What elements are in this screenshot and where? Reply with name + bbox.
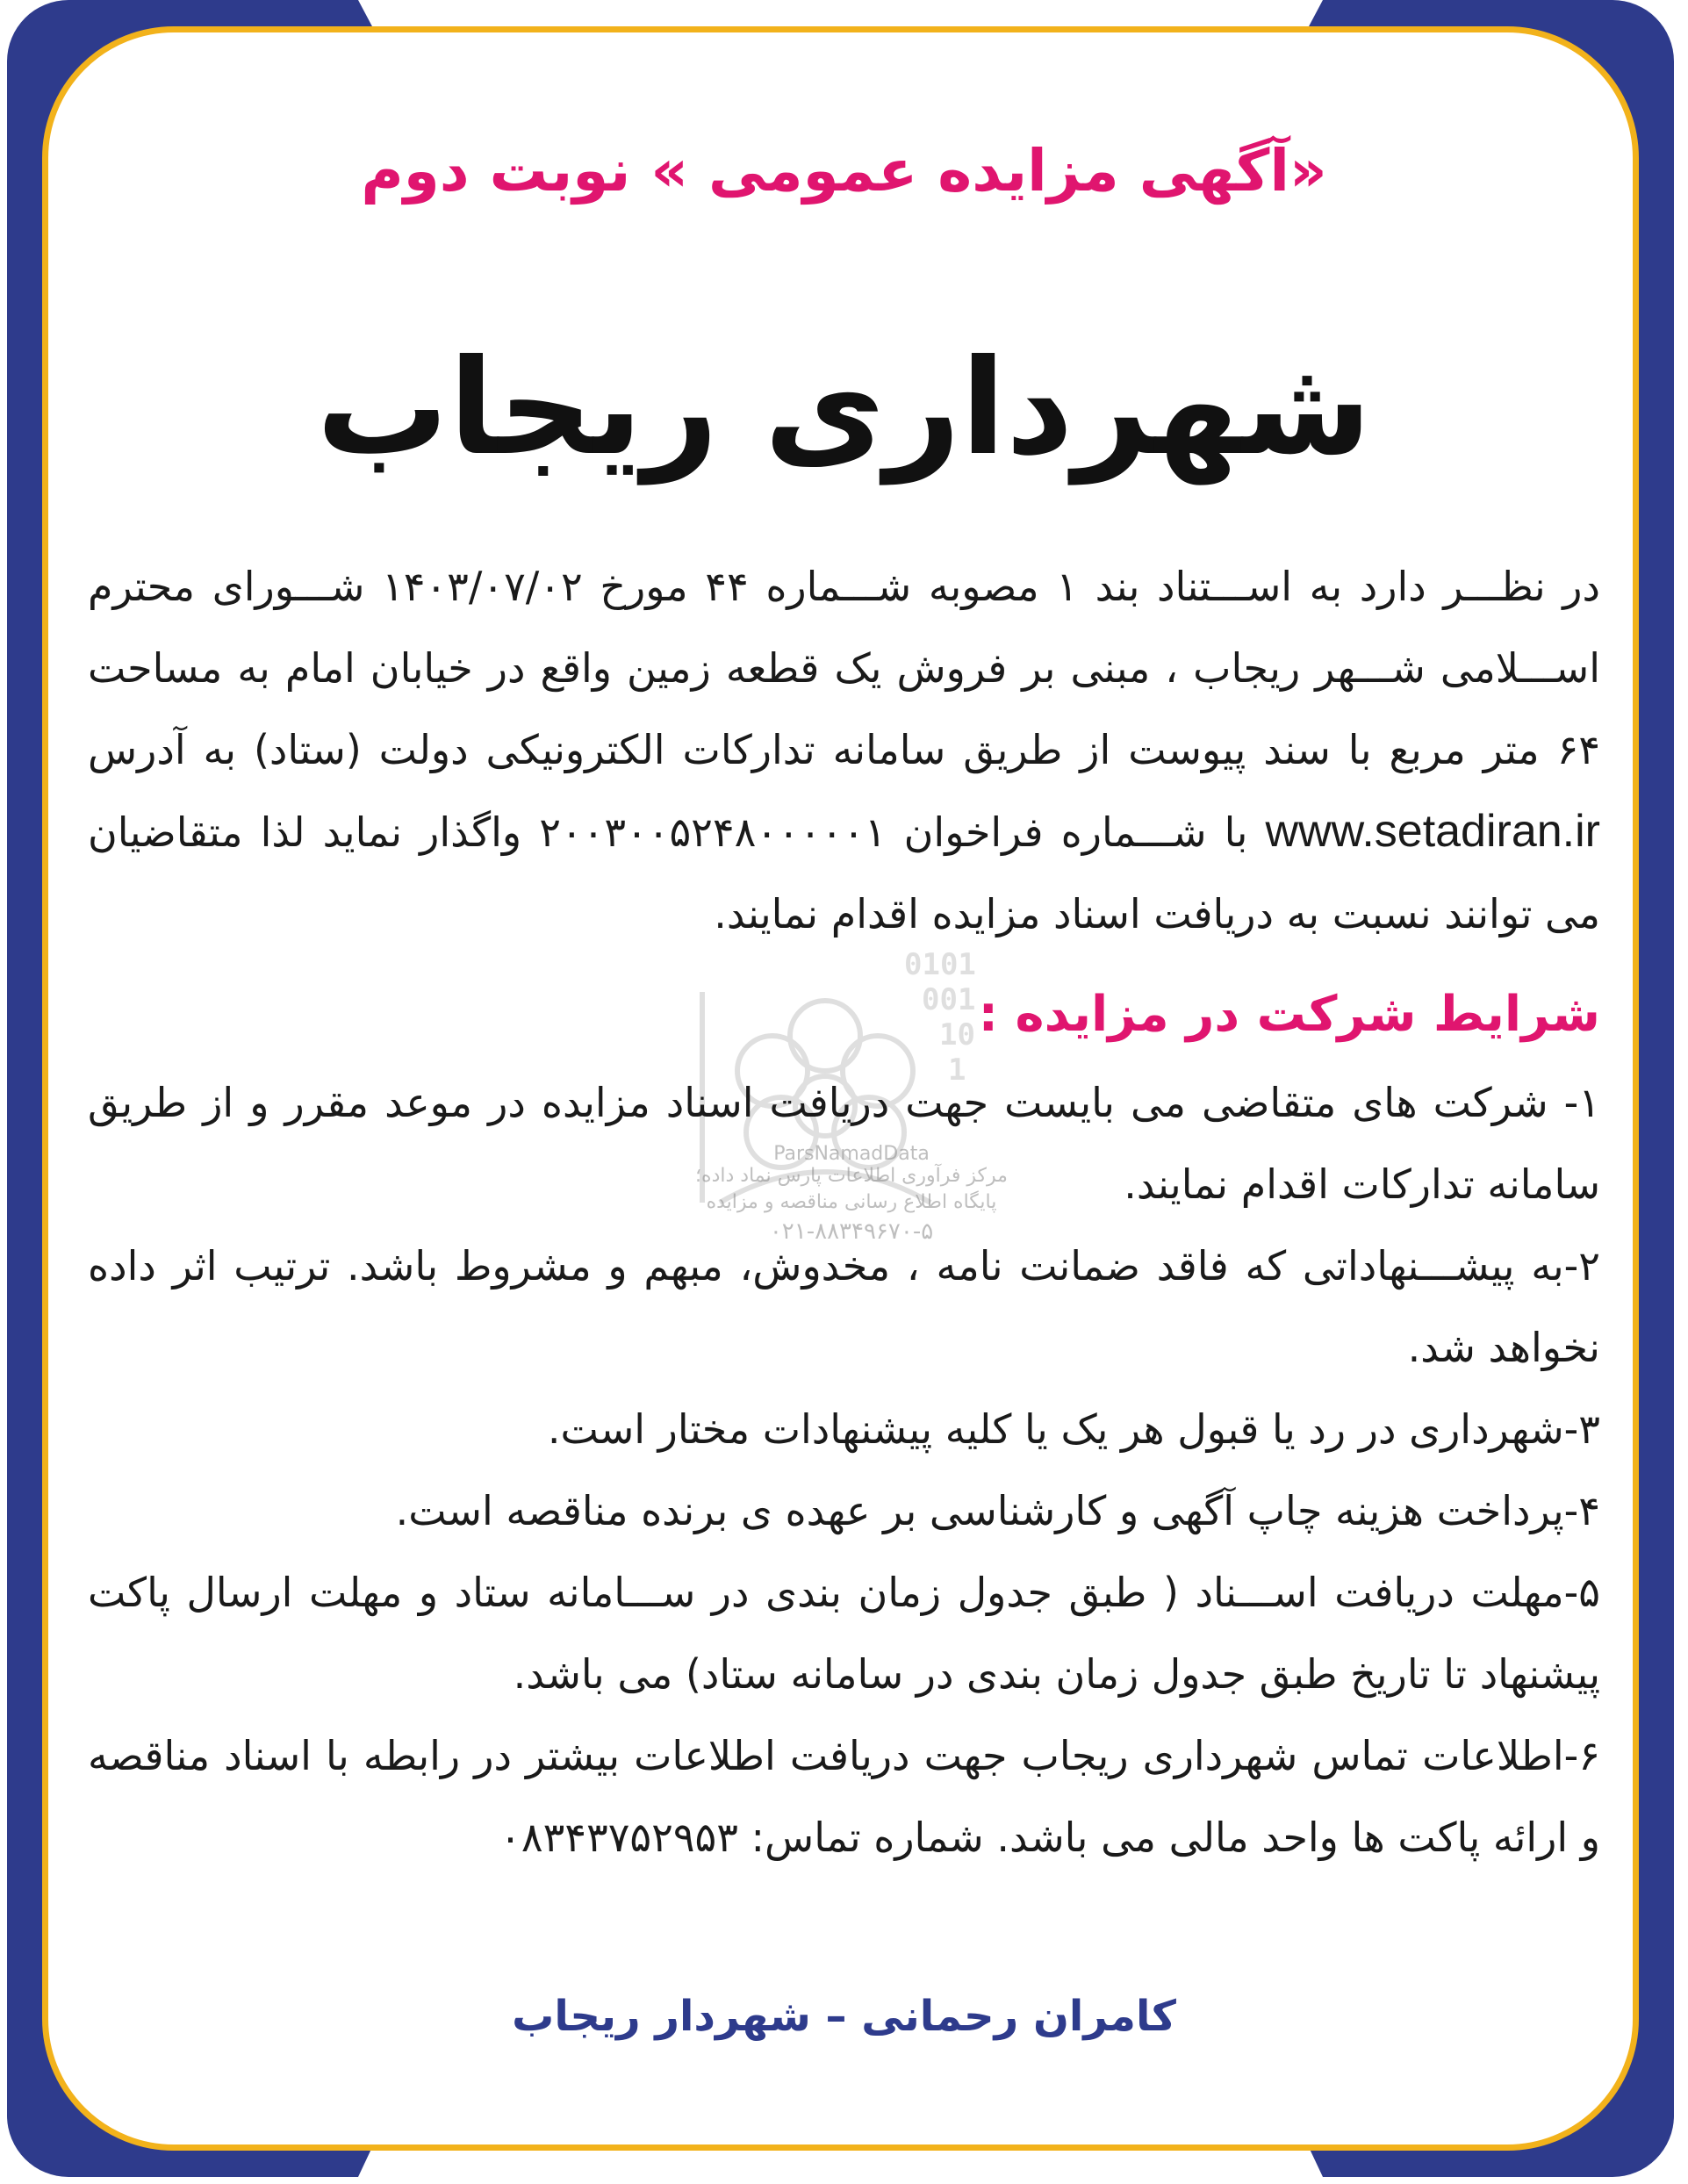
svg-text:10: 10 xyxy=(939,1017,975,1052)
signature: کامران رحمانی – شهردار ریجاب xyxy=(512,1992,1176,2041)
svg-text:1: 1 xyxy=(948,1052,966,1088)
condition-item: ۴-پرداخت هزینه چاپ آگهی و کارشناسی بر عهده ی برنده مناقصه است. xyxy=(395,1487,1600,1534)
conditions-title: شرایط شرکت در مزایده : xyxy=(978,986,1600,1043)
svg-text:0101: 0101 xyxy=(904,947,976,982)
intro-text-after-url: با شـــماره فراخوان ۲۰۰۳۰۰۵۲۴۸۰۰۰۰۰۱ واگذار نماید لذا متقاضیان می توانند نسبت به دریافت اسناد مزایده اقدام نمایند. xyxy=(88,808,1600,938)
intro-text-before-url: در نظـــر دارد به اســـتناد بند ۱ مصوبه شـــماره ۴۴ مورخ ۱۴۰۳/۰۷/۰۲ شـــورای محترم اســـلامی شـــهر ریجاب ، مبنی بر فروش یک قطعه زمین واقع در خیابان امام به مساحت ۶۴ متر مربع با سند پیوست از طریق سامانه تدارکات الکترونیکی دولت (ستاد) به آدرس xyxy=(88,563,1600,773)
condition-item: ۵-مهلت دریافت اســـناد ( طبق جدول زمان بندی در ســـامانه ستاد و مهلت ارسال پاکت پیشنهاد تا تاریخ طبق جدول زمان بندی در سامانه ستاد) می باشد. xyxy=(88,1569,1600,1698)
notice-content xyxy=(88,0,1600,2184)
watermark-phone: ۰۲۱-۸۸۳۴۹۶۷۰-۵ xyxy=(769,1218,934,1245)
condition-item: ۲-به پیشـــنهاداتی که فاقد ضمانت نامه ، مخدوش، مبهم و مشروط باشد. ترتیب اثر داده نخواهد شد. xyxy=(88,1242,1600,1371)
website-link[interactable]: www.setadiran.ir xyxy=(1265,806,1600,857)
watermark-line2: پایگاه اطلاع رسانی مناقصه و مزایده xyxy=(706,1191,997,1213)
condition-item: ۳-شهرداری در رد یا قبول هر یک یا کلیه پیشنهادات مختار است. xyxy=(547,1405,1600,1453)
condition-item: ۶-اطلاعات تماس شهرداری ریجاب جهت دریافت اطلاعات بیشتر در رابطه با اسناد مناقصه و ارائه پاکت ها واحد مالی می باشد. شماره تماس: ۰۸۳۴۳۷۵۲۹۵۳ xyxy=(88,1732,1600,1861)
notice-heading: «آگهی مزایده عمومی » نوبت دوم xyxy=(361,137,1327,205)
svg-text:001: 001 xyxy=(922,982,976,1017)
conditions-list xyxy=(88,1062,1600,1879)
watermark-line1: مرکز فرآوری اطلاعات پارس نماد داده؛ xyxy=(695,1165,1008,1187)
intro-paragraph xyxy=(88,546,1600,955)
watermark-brand: ParsNamadData xyxy=(773,1143,930,1165)
condition-item: ۱- شرکت های متقاضی می بایست جهت دریافت اسناد مزایده در موعد مقرر و از طریق سامانه تدارکات اقدام نمایند. xyxy=(88,1079,1600,1208)
organization-name: شهرداری ریجاب xyxy=(316,332,1372,485)
